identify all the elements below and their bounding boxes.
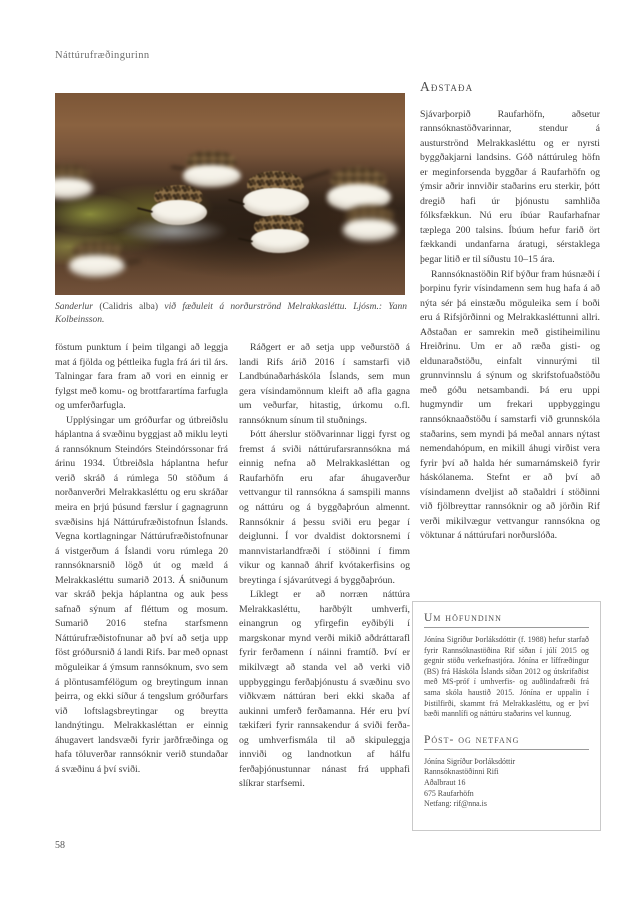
page-number: 58 [55,840,65,851]
caption-latin-name: (Calidris alba) [99,302,158,312]
right-column-text [420,108,600,586]
contact-heading: Póst- og netfang [424,734,589,750]
bird-center-left [151,185,207,225]
paragraph: Sjávarþorpið Raufarhöfn, aðsetur rannsóknastöðvarinnar, stendur á austurströnd Melrakkasléttu og er nyrsti byggðakjarni landsins. Góð náttúruleg höfn er meginforsenda byggðar á Raufarhöfn og ýmsir aðrir innviðir staðarins eru sterkir, þótt dregið hafi úr þjónustu samhliða fólksfækkun. Nú eru íbúar Raufarhafnar tæplega 200 talsins. Íbúum hefur farið ört fækkandi undanfarna áratugi, sérstaklega þegar litið er til síðustu 10–15 ára. [420,108,600,266]
contact-city: 675 Raufarhöfn [424,788,474,798]
paragraph: Ráðgert er að setja upp veðurstöð á landi Rifs árið 2016 í samstarfi við Landbúnaðarháskóla Íslands, sem mun gera vísindamönnum kleift að afla gagna um veðurfar, hitastig, úrkomu o.fl. rannsóknum sínum til stuðnings. [239,342,410,426]
bird-right-low [343,205,397,241]
bird-bottom-left [69,241,125,277]
about-author-text: Jónína Sigríður Þorláksdóttir (f. 1988) hefur starfað fyrir Rannsóknastöðina Rif síðan í júlí 2015 og gegnir stöðu verkefnastjóra. Jónína er líffræðingur (BS) frá Háskóla Íslands síðan 2012 og útskrifaðist með MS-próf í umhverfis- og auðlindafræði frá sama skóla haustið 2015. Jónína er uppalin í Þistilfirði, skammt frá Melrakkasléttu, og er því bæði mannlífi og náttúru staðarins vel kunnug. [424,635,589,719]
caption-text: við fæðuleit á norðurströnd Melrakkasléttu. Ljósm.: Yann Kolbeinsson. [55,302,408,325]
article-photo [55,93,405,295]
bird-center [243,171,309,217]
author-info-box [412,601,601,831]
paragraph: Þótt áherslur stöðvarinnar liggi fyrst og fremst á sviði náttúrufarsrannsókna má einnig nefna að Melrakkasléttan og Raufarhöfn eru afar áhugaverður vettvangur til rannsókna á samspili manns og náttúru og á byggðaþróun almennt. Rannsóknir á þessu sviði eru þegar í deiglunni. Í vor dvaldist doktorsnemi í mannvistarlandfræði í stöðinni í fimm vikur og kannað áhrif kvótakerfisins og breytinga í sjávarútvegi á byggðaþróun. [239,429,410,586]
bird-far-left [55,165,93,199]
paragraph: föstum punktum í þeim tilgangi að leggja mat á fjölda og þéttleika fugla frá ári til árs. Talningar fara fram að vori en einnig er fylgst með komu- og brottfarartíma farfugla og umferðarfugla. [55,342,228,412]
body-column-right [420,80,600,586]
contact-name: Jónína Sigríður Þorláksdóttir [424,756,516,766]
body-column-left [55,341,228,803]
paragraph: Rannsóknastöðin Rif býður fram húsnæði í þorpinu fyrir vísindamenn sem hug hafa á að nýta sér þá einstæðu möguleika sem í boði eru á Rifsjörðinni og Melrakkasléttunni allri. Aðstaðan er samrekin með gistiheimilinu Hreiðrinu. Um er að ræða gisti- og eldunaraðstöðu, einfalt vinnurými til grunnvinnslu á sýnum og skrifstofuaðstöðu með góðu netsambandi. Þá eru uppi hugmyndir um frekari uppbyggingu rannsóknaaðstöðu í samstarfi við grunnskóla staðarins, sem myndi þá meðal annars nýtast nemendahópum, en mikill áhugi virðist vera fyrir því að halda hér sumarnámskeið fyrir háskólanema. Stefnt er að því að vísindamenn dveljist að staðaldri í stöðinni við fjölbreyttar rannsóknir og að jörðin Rif verði mikilvægur vettvangur rannsókna og vöktunar á náttúrufari norðurslóða. [420,268,600,542]
bird-upper-middle [183,151,241,187]
paragraph: Upplýsingar um gróðurfar og útbreiðslu háplantna á svæðinu byggjast að miklu leyti á rannsóknum Steindórs Steindórssonar frá árinu 1934. Útbreiðsla háplantna hefur verið skráð á rúmlega 50 stöðum á norðanverðri Melrakkasléttu og eru skráðar meira en þrjú þúsund færslur í gagnagrunn svæðisins hjá Náttúrufræðistofnun Íslands. Vegna kortlagningar Náttúrufræðistofnunar á vistgerðum á Íslandi voru rúmlega 20 rannsóknarsnið lögð út og mæld á Melrakkasléttu sumarið 2013. Á sniðunum var skráð þekja háplantna og auk þess safnað sýnum af fléttum og mosum. Sumarið 2016 stefna starfsmenn Náttúrufræðistofnunar að því að setja upp föst gróðursnið á landi Rifs. Þar með opnast möguleikar á ýmsum rannsóknum, svo sem á plöntusamfélögum og breytingum innan þeirra, og ekki síður á tengslum gróðurfars við loftslagsbreytingar og breytta landnýtingu. Melrakkasléttan er einnig áhugavert landsvæði fyrir jarðfræðinga og hafa töluverðar rannsóknir verið stundaðar á svæðinu á því sviði. [55,414,228,775]
about-author-heading: Um höfundinn [424,612,589,628]
contact-email: Netfang: rif@nna.is [424,799,487,809]
contact-institution: Rannsóknastöðinni Rifi [424,767,499,777]
contact-street: Aðalbraut 16 [424,777,466,787]
section-heading-adstada: Aðstaða [420,79,474,94]
body-column-middle [239,341,410,803]
running-header: Náttúrufræðingurinn [55,50,150,61]
paragraph: Líklegt er að norræn náttúra Melrakkasléttu, harðbýlt umhverfi, einangrun og yfirgefin eyðibýli í margskonar mynd verði mikið aðdráttarafl fyrir ferðamenn í náinni framtíð. Því er mikilvægt að standa vel að verki við uppbyggingu ferðaþjónustu á svæðinu svo viðkvæm náttúran beri ekki skaða af aukinni umferð ferðamanna. Hér eru því tækifæri fyrir rannsakendur á sviði ferða- og umhverfismála til að skipuleggja innviði og landnotkun af hálfu ferðaþjónustunnar nánast frá upphafi slíkrar starfsemi. [239,589,410,790]
bird-center-low [251,215,309,253]
caption-species: Sanderlur [55,302,93,312]
photo-caption [55,301,407,326]
